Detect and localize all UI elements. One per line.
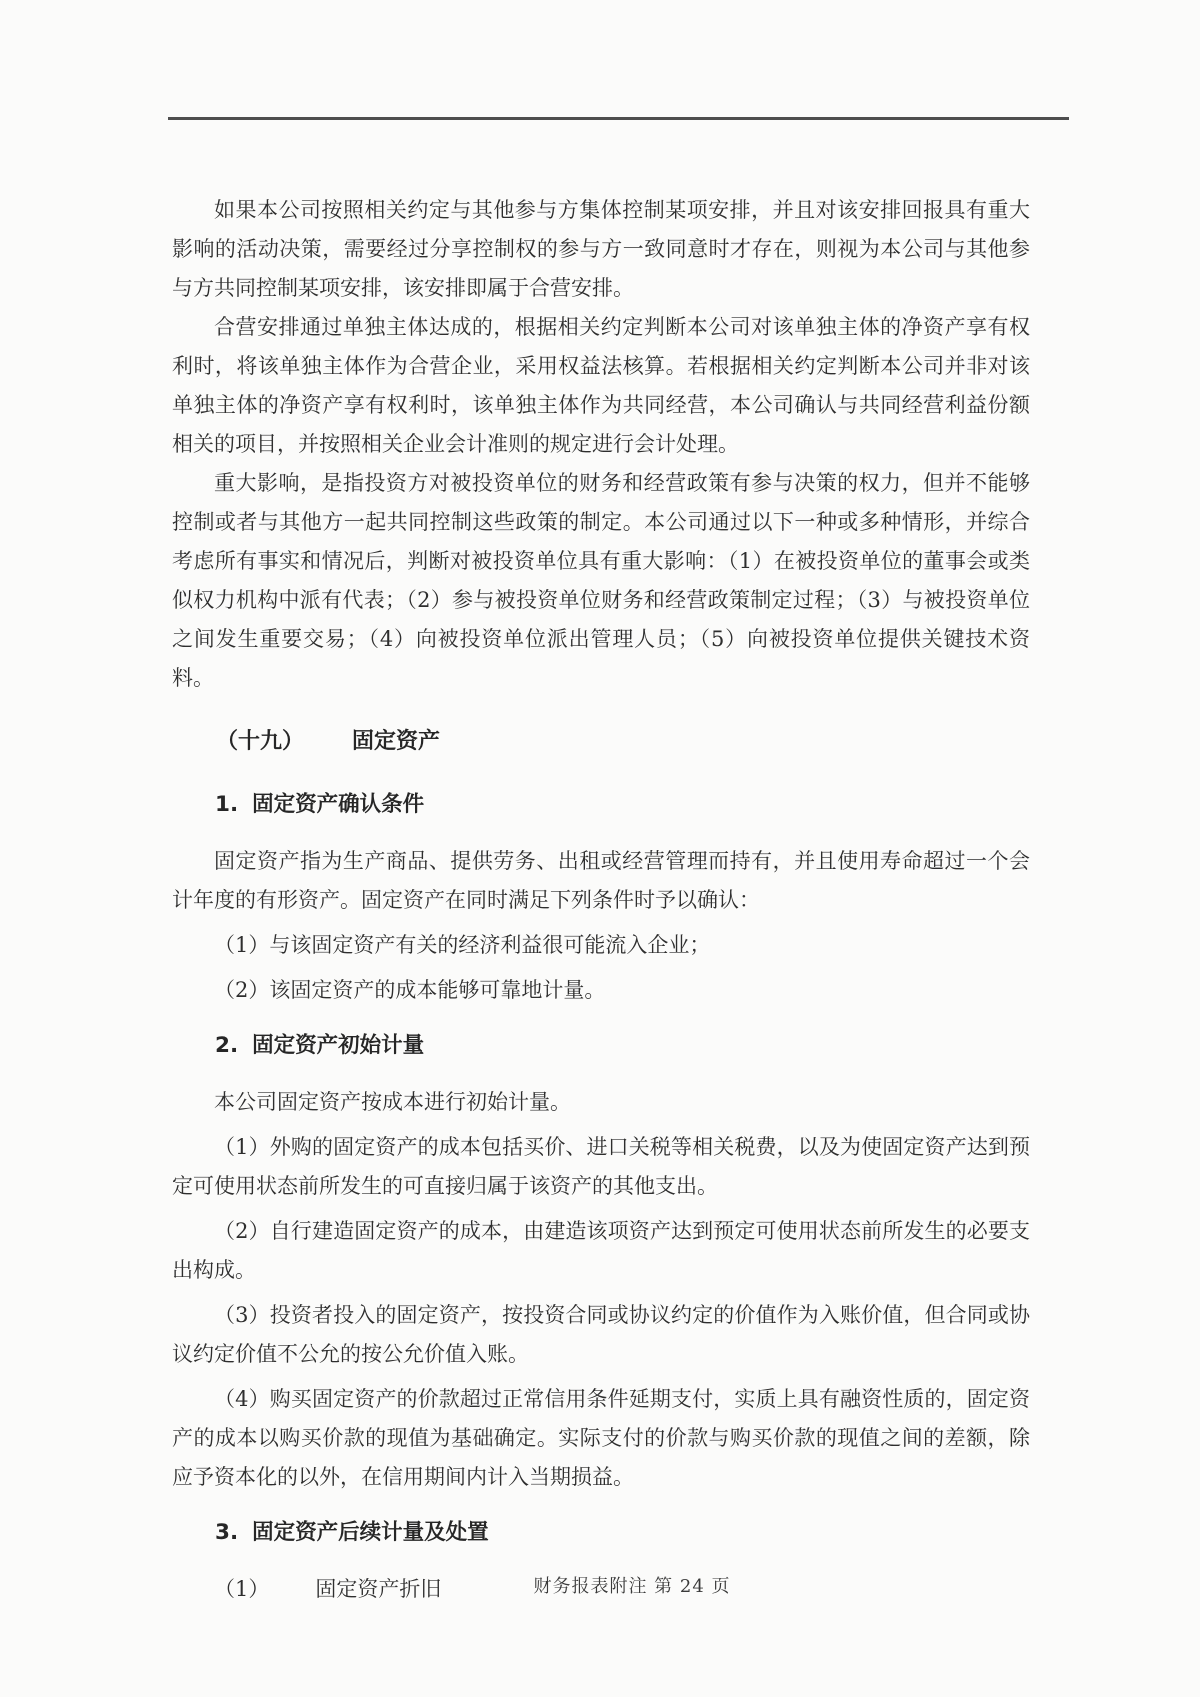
section-heading-title: 固定资产	[352, 729, 441, 754]
paragraph-joint-venture-arrangement: 合营安排通过单独主体达成的，根据相关约定判断本公司对该单独主体的净资产享有权利时，将该单独主体作为合营企业，采用权益法核算。若根据相关约定判断本公司并非对该单独主体的净资产享有权利时，该单独主体作为共同经营，本公司确认与共同经营利益份额相关的项目，并按照相关企业会计准则的规定进行会计处理。	[172, 315, 1030, 456]
item-number: （1）	[214, 1577, 270, 1601]
subheading-title: 固定资产确认条件	[252, 792, 425, 817]
list-item-measurement-4: （4）购买固定资产的价款超过正常信用条件延期支付，实质上具有融资性质的，固定资产的成本以购买价款的现值为基础确定。实际支付的价款与购买价款的现值之间的差额，除应予资本化的以外，在信用期间内计入当期损益。	[172, 1387, 1030, 1489]
paragraph-initial-measurement-intro: 本公司固定资产按成本进行初始计量。	[214, 1090, 571, 1114]
paragraph-joint-control: 如果本公司按照相关约定与其他参与方集体控制某项安排，并且对该安排回报具有重大影响的活动决策，需要经过分享控制权的参与方一致同意时才存在，则视为本公司与其他参与方共同控制某项安排，该安排即属于合营安排。	[172, 198, 1030, 300]
page-footer	[0, 1572, 1200, 1598]
item-title: 固定资产折旧	[315, 1577, 442, 1601]
subheading-1-recognition-criteria	[172, 785, 1030, 824]
page-footer-text: 财务报表附注 第 24 页	[533, 1576, 731, 1597]
list-item-measurement-2: （2）自行建造固定资产的成本，由建造该项资产达到预定可使用状态前所发生的必要支出构成。	[172, 1219, 1030, 1282]
subheading-number: 2.	[215, 1033, 239, 1058]
document-body	[172, 191, 1030, 1609]
subheading-3-subsequent-measurement	[172, 1513, 1030, 1552]
subheading-number: 1.	[215, 792, 239, 817]
subheading-number: 3.	[215, 1520, 239, 1545]
list-item-measurement-1: （1）外购的固定资产的成本包括买价、进口关税等相关税费，以及为使固定资产达到预定可使用状态前所发生的可直接归属于该资产的其他支出。	[172, 1135, 1030, 1198]
paragraph-fixed-asset-definition: 固定资产指为生产商品、提供劳务、出租或经营管理而持有，并且使用寿命超过一个会计年度的有形资产。固定资产在同时满足下列条件时予以确认：	[172, 849, 1030, 912]
page-header-rule	[168, 117, 1069, 120]
section-heading-19-fixed-assets	[172, 722, 1030, 761]
subheading-title: 固定资产初始计量	[252, 1033, 425, 1058]
subheading-2-initial-measurement	[172, 1026, 1030, 1065]
paragraph-significant-influence: 重大影响，是指投资方对被投资单位的财务和经营政策有参与决策的权力，但并不能够控制或者与其他方一起共同控制这些政策的制定。本公司通过以下一种或多种情形，并综合考虑所有事实和情况后，判断对被投资单位具有重大影响：（1）在被投资单位的董事会或类似权力机构中派有代表；（2）参与被投资单位财务和经营政策制定过程；（3）与被投资单位之间发生重要交易；（4）向被投资单位派出管理人员；（5）向被投资单位提供关键技术资料。	[172, 471, 1030, 690]
list-item-measurement-3: （3）投资者投入的固定资产，按投资合同或协议约定的价值作为入账价值，但合同或协议约定价值不公允的按公允价值入账。	[172, 1303, 1030, 1366]
list-item-recognition-1: （1）与该固定资产有关的经济利益很可能流入企业；	[214, 933, 711, 957]
section-heading-number: （十九）	[216, 729, 305, 754]
subheading-title: 固定资产后续计量及处置	[252, 1520, 489, 1545]
list-item-recognition-2: （2）该固定资产的成本能够可靠地计量。	[214, 978, 606, 1002]
